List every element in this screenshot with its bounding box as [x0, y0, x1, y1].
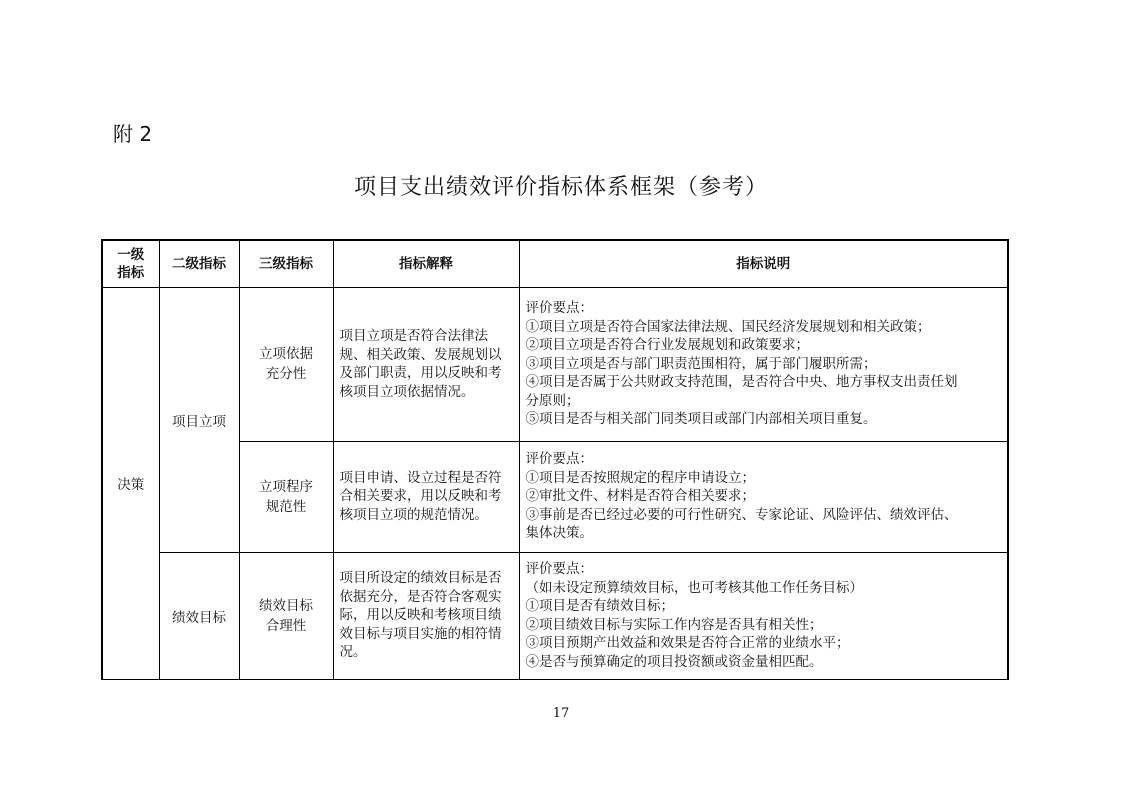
header-description: 指标说明: [519, 240, 1008, 287]
level3-cell: 立项程序规范性: [239, 441, 333, 552]
table-row: [102, 552, 1008, 679]
level1-cell: 决策: [102, 287, 159, 679]
description-cell: 评价要点： （如未设定预算绩效目标，也可考核其他工作任务目标） ①项目是否有绩效目标； ②项目绩效目标与实际工作内容是否具有相关性； ③项目预期产出效益和效果是否符合正常的业绩水平； ④是否与预算确定的项目投资额或资金量相匹配。: [519, 552, 1008, 679]
level3-cell: 立项依据充分性: [239, 287, 333, 441]
table-row: [102, 287, 1008, 441]
explanation-cell: 项目申请、设立过程是否符合相关要求，用以反映和考核项目立项的规范情况。: [333, 441, 519, 552]
explanation-cell: 项目立项是否符合法律法规、相关政策、发展规划以及部门职责，用以反映和考核项目立项依据情况。: [333, 287, 519, 441]
description-cell: 评价要点： ①项目立项是否符合国家法律法规、国民经济发展规划和相关政策； ②项目立项是否符合行业发展规划和政策要求； ③项目立项是否与部门职责范围相符，属于部门履职所需； ④项目是否属于公共财政支持范围，是否符合中央、地方事权支出责任划 分原则； ⑤项目是否与相关部门同类项目或部门内部相关项目重复。: [519, 287, 1008, 441]
header-row: [102, 240, 1008, 287]
level2-cell: 绩效目标: [159, 552, 239, 679]
level2-cell: 项目立项: [159, 287, 239, 552]
header-level1: 一级指标: [102, 240, 159, 287]
header-level3: 三级指标: [239, 240, 333, 287]
page-number: 17: [552, 706, 570, 721]
level3-cell: 绩效目标合理性: [239, 552, 333, 679]
document-title: 项目支出绩效评价指标体系框架（参考）: [353, 175, 768, 200]
explanation-cell: 项目所设定的绩效目标是否依据充分，是否符合客观实际，用以反映和考核项目绩效目标与项目实施的相符情况。: [333, 552, 519, 679]
header-level2: 二级指标: [159, 240, 239, 287]
header-explanation: 指标解释: [333, 240, 519, 287]
attachment-label: 附 2: [113, 122, 153, 146]
description-cell: 评价要点： ①项目是否按照规定的程序申请设立； ②审批文件、材料是否符合相关要求； ③事前是否已经过必要的可行性研究、专家论证、风险评估、绩效评估、 集体决策。: [519, 441, 1008, 552]
indicator-table: [101, 239, 1009, 680]
